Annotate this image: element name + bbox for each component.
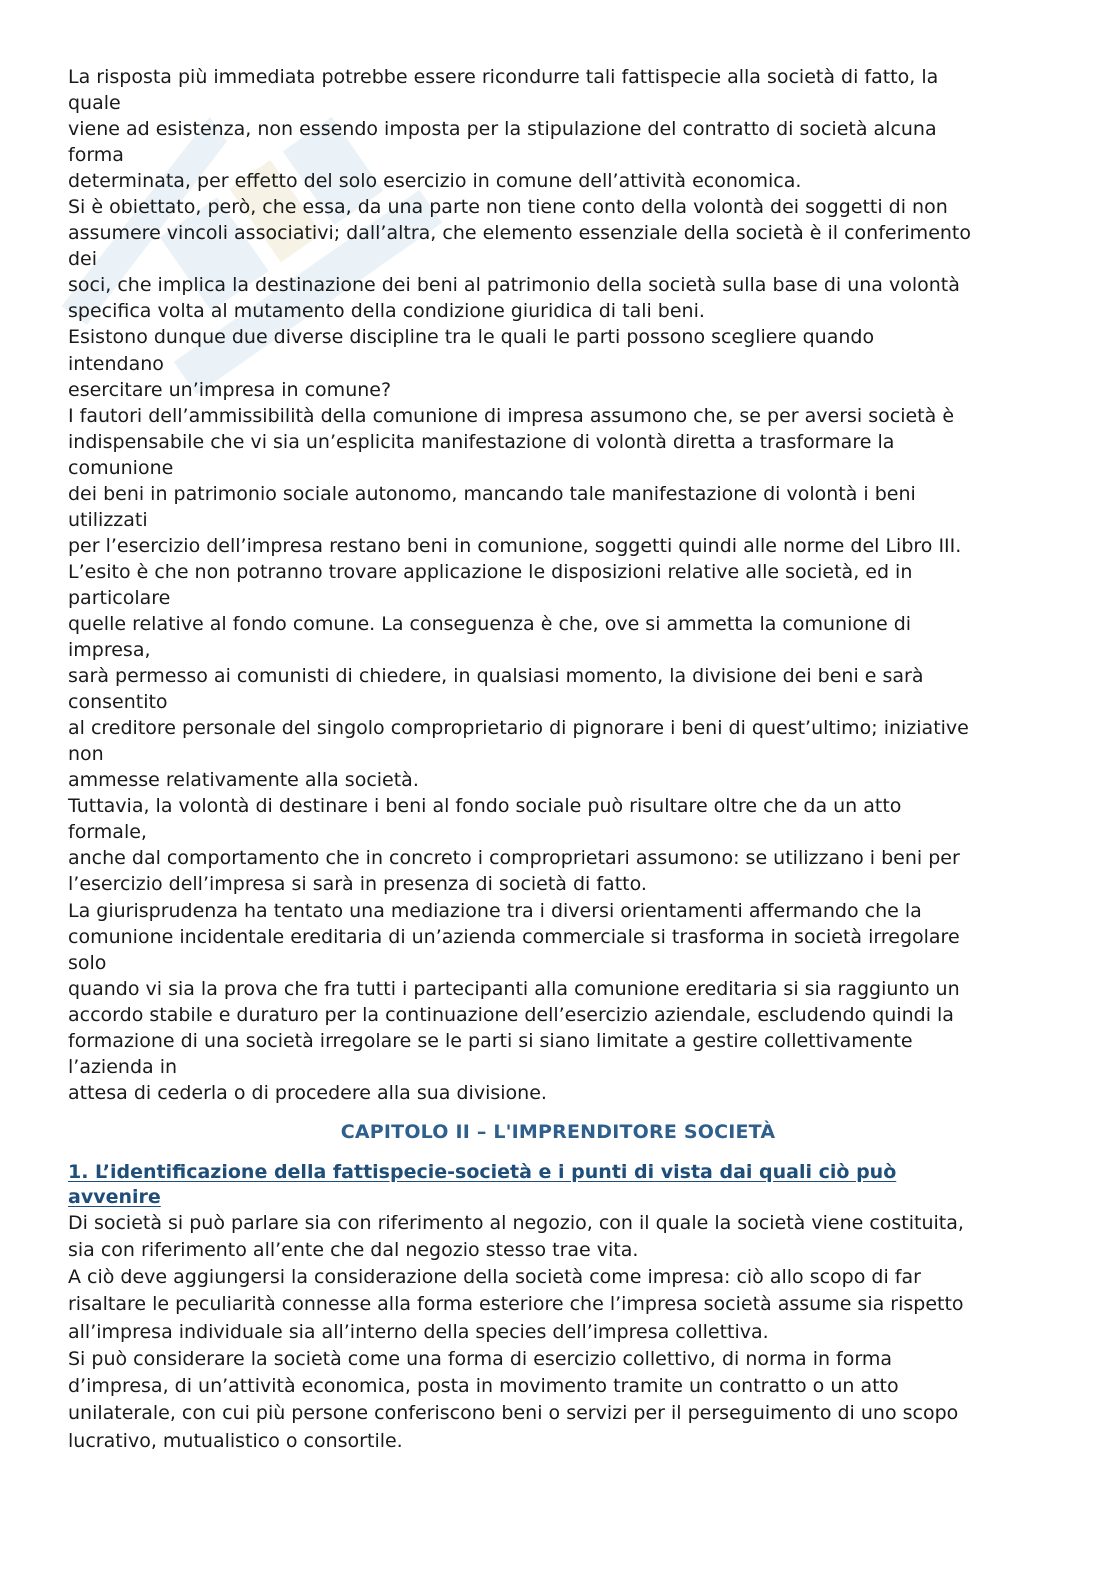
text-line: intendano xyxy=(68,352,164,375)
text-line: La giurisprudenza ha tentato una mediazione tra i diversi orientamenti affermando che la xyxy=(68,899,922,922)
document-page xyxy=(68,64,1048,1455)
text-line: dei beni in patrimonio sociale autonomo, mancando tale manifestazione di volontà i beni xyxy=(68,482,916,505)
text-line: l’azienda in xyxy=(68,1055,178,1078)
text-line: unilaterale, con cui più persone conferiscono beni o servizi per il perseguimento di uno scopo xyxy=(68,1402,959,1425)
text-line: Esistono dunque due diverse discipline tra le quali le parti possono scegliere quando xyxy=(68,326,875,349)
paragraph-block-comunione xyxy=(68,64,1048,1106)
text-line: formale, xyxy=(68,821,147,844)
text-line: Di società si può parlare sia con riferimento al negozio, con il quale la società viene costituita, xyxy=(68,1211,964,1234)
text-line: particolare xyxy=(68,586,171,609)
text-line: comunione xyxy=(68,456,174,479)
text-line: quando vi sia la prova che fra tutti i partecipanti alla comunione ereditaria si sia raggiunto un xyxy=(68,977,960,1000)
text-line: per l’esercizio dell’impresa restano beni in comunione, soggetti quindi alle norme del Libro III. xyxy=(68,534,962,557)
text-line: quelle relative al fondo comune. La conseguenza è che, ove si ammetta la comunione di xyxy=(68,612,912,635)
text-line: accordo stabile e duraturo per la continuazione dell’esercizio aziendale, escludendo quindi la xyxy=(68,1003,954,1026)
text-line: I fautori dell’ammissibilità della comunione di impresa assumono che, se per aversi società è xyxy=(68,404,955,427)
text-line: forma xyxy=(68,144,124,167)
text-line: L’esito è che non potranno trovare applicazione le disposizioni relative alle società, ed in xyxy=(68,560,913,583)
text-line: Si è obiettato, però, che essa, da una parte non tiene conto della volontà dei soggetti di non xyxy=(68,196,948,219)
section-title xyxy=(68,1160,1048,1210)
text-line: anche dal comportamento che in concreto i comproprietari assumono: se utilizzano i beni per xyxy=(68,847,960,870)
text-line: l’esercizio dell’impresa si sarà in presenza di società di fatto. xyxy=(68,873,647,896)
text-line: sia con riferimento all’ente che dal negozio stesso trae vita. xyxy=(68,1239,639,1262)
text-line: dei xyxy=(68,248,98,271)
text-line: comunione incidentale ereditaria di un’azienda commerciale si trasforma in società irregolare xyxy=(68,925,960,948)
text-line: quale xyxy=(68,92,121,115)
text-line: ammesse relativamente alla società. xyxy=(68,769,419,792)
paragraph-block-societa xyxy=(68,1210,1048,1455)
text-line: d’impresa, di un’attività economica, posta in movimento tramite un contratto o un atto xyxy=(68,1375,899,1398)
text-line: risaltare le peculiarità connesse alla forma esteriore che l’impresa società assume sia rispetto xyxy=(68,1293,964,1316)
text-line: impresa, xyxy=(68,639,151,662)
text-line: viene ad esistenza, non essendo imposta per la stipulazione del contratto di società alcuna xyxy=(68,118,937,141)
text-line: indispensabile che vi sia un’esplicita manifestazione di volontà diretta a trasformare la xyxy=(68,430,895,453)
text-line: specifica volta al mutamento della condizione giuridica di tali beni. xyxy=(68,300,705,323)
text-line: attesa di cederla o di procedere alla sua divisione. xyxy=(68,1081,547,1104)
text-line: A ciò deve aggiungersi la considerazione della società come impresa: ciò allo scopo di far xyxy=(68,1266,921,1289)
section-title-line-2: avvenire xyxy=(68,1185,161,1208)
text-line: non xyxy=(68,743,104,766)
text-line: lucrativo, mutualistico o consortile. xyxy=(68,1429,403,1452)
text-line: esercitare un’impresa in comune? xyxy=(68,378,392,401)
text-line: solo xyxy=(68,951,107,974)
section-title-line-1: 1. L’identificazione della fattispecie-società e i punti di vista dai quali ciò può xyxy=(68,1160,897,1183)
text-line: all’impresa individuale sia all’interno della species dell’impresa collettiva. xyxy=(68,1320,769,1343)
text-line: formazione di una società irregolare se le parti si siano limitate a gestire collettivamente xyxy=(68,1029,913,1052)
text-line: determinata, per effetto del solo esercizio in comune dell’attività economica. xyxy=(68,170,802,193)
text-line: al creditore personale del singolo comproprietario di pignorare i beni di quest’ultimo; iniziative xyxy=(68,717,969,740)
text-line: consentito xyxy=(68,691,168,714)
text-line: utilizzati xyxy=(68,508,148,531)
text-line: sarà permesso ai comunisti di chiedere, in qualsiasi momento, la divisione dei beni e sarà xyxy=(68,665,924,688)
chapter-title: CAPITOLO II – L'IMPRENDITORE SOCIETÀ xyxy=(340,1120,776,1143)
text-line: assumere vincoli associativi; dall’altra, che elemento essenziale della società è il conferimento xyxy=(68,222,972,245)
text-line: Si può considerare la società come una forma di esercizio collettivo, di norma in forma xyxy=(68,1347,893,1370)
text-line: soci, che implica la destinazione dei beni al patrimonio della società sulla base di una volontà xyxy=(68,274,960,297)
text-line: La risposta più immediata potrebbe essere ricondurre tali fattispecie alla società di fatto, la xyxy=(68,66,939,88)
text-line: Tuttavia, la volontà di destinare i beni al fondo sociale può risultare oltre che da un atto xyxy=(68,795,902,818)
